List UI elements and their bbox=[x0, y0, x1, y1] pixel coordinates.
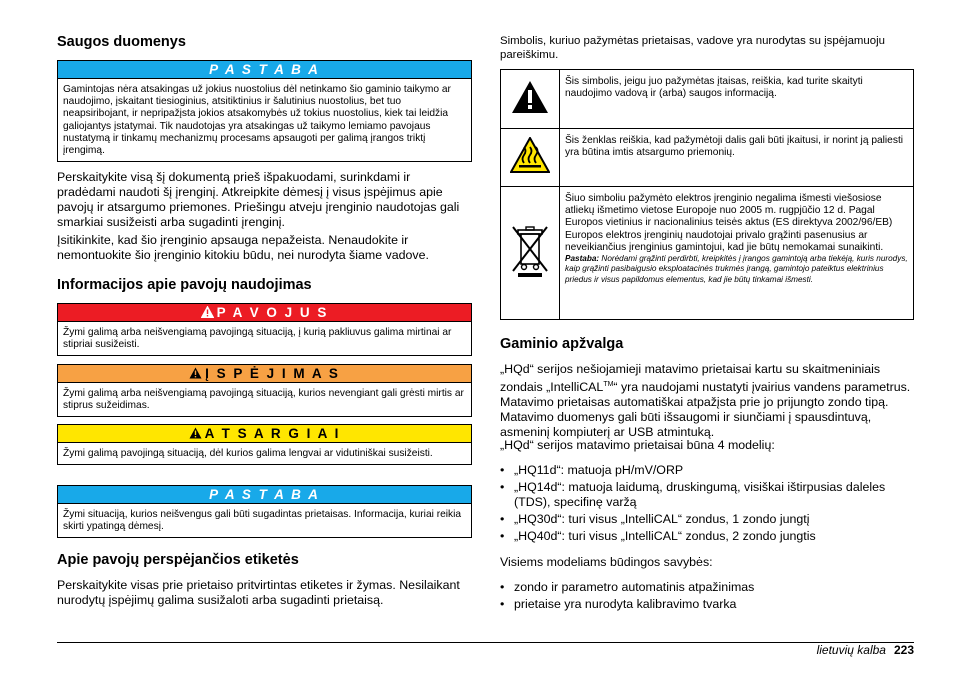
warning-label: Į S P Ė J I M A S bbox=[205, 366, 340, 381]
list-item: • „HQ30d“: turi visus „IntelliCAL“ zondus, 1 zondo jungtį bbox=[500, 512, 914, 527]
symbol-text: Šis simbolis, jeigu juo pažymėtas įtaisas, reiškia, kad turite skaityti naudojimo vadovą ir (arba) saugos informaciją. bbox=[560, 70, 914, 129]
features-list bbox=[500, 580, 754, 614]
safety-heading: Saugos duomenys bbox=[57, 34, 186, 50]
symbol-text: Šis ženklas reiškia, kad pažymėtoji dalis gali būti įkaitusi, ir norint ją paliesti yra būtina imtis atsargumo priemonių. bbox=[560, 129, 914, 187]
list-item: • zondo ir parametro automatinis atpažinimas bbox=[500, 580, 754, 595]
labels-heading: Apie pavojų perspėjančios etiketės bbox=[57, 552, 299, 568]
note-box-1 bbox=[57, 60, 472, 162]
overview-paragraph-1 bbox=[500, 362, 914, 440]
symbol-row bbox=[501, 70, 914, 129]
protection-paragraph: Įsitikinkite, kad šio įrenginio apsauga nepažeista. Nenaudokite ir nemontuokite šio įrenginio kitokiu būdu, nei nurodyta šiame vadove. bbox=[57, 233, 429, 262]
list-item: • „HQ40d“: turi visus „IntelliCAL“ zondus, 2 zondo jungtis bbox=[500, 529, 914, 544]
warning-triangle-icon bbox=[189, 427, 202, 439]
note-label-2: P A S T A B A bbox=[58, 486, 471, 504]
footer-divider bbox=[57, 642, 914, 643]
warning-triangle-icon bbox=[201, 306, 214, 318]
features-intro: Visiems modeliams būdingos savybės: bbox=[500, 555, 713, 569]
note-label-1: P A S T A B A bbox=[58, 61, 471, 79]
danger-box bbox=[57, 303, 472, 356]
caution-box bbox=[57, 424, 472, 465]
overview-heading: Gaminio apžvalga bbox=[500, 336, 624, 352]
trademark-mark: TM bbox=[603, 381, 614, 388]
symbol-note-label: Pastaba: bbox=[565, 254, 600, 264]
overview-paragraph-2: „HQd“ serijos matavimo prietaisai būna 4 modelių: bbox=[500, 438, 775, 452]
page-number: 223 bbox=[893, 643, 914, 657]
footer bbox=[817, 643, 914, 657]
warning-box bbox=[57, 364, 472, 417]
symbol-note-text: Norėdami grąžinti perdirbti, kreipkitės į įrangos gamintoją arba tiekėją, kuris nurodys, kaip grąžinti pasibaigusio eksploatacinės trukmės įrangą, gamintojo pateiktus elektrinius priedus ir visus papildomus elementus, kad jie būtų tinkamai išmesti. bbox=[565, 254, 908, 284]
symbol-icon-cell bbox=[501, 70, 560, 129]
note-text-2: Žymi situaciją, kurios neišvengus gali būti sugadintas prietaisas. Informacija, kuriai reikia skirti ypatingą dėmesį. bbox=[63, 509, 462, 533]
footer-language: lietuvių kalba bbox=[816, 643, 886, 657]
danger-label: P A V O J U S bbox=[216, 305, 329, 320]
note-text-1: Gamintojas nėra atsakingas už jokius nuostolius dėl netinkamo šio gaminio taikymo ar naudojimo, įskaitant tiesioginius, atsitiktinius ir šalutinius nuostolius, bet tuo neapsiribojant, ir nepripažįsta jokios atsakomybės už tokius nuostolius, kiek tai leidžia galiojantys įstatymai. Tik naudotojas yra atsakingas už taikymo lemiamo pavojaus nustatymą ir tinkamų mechanizmų procesams apsaugoti per galimą įrangos triktį įrengimą. bbox=[63, 84, 451, 157]
caution-label: A T S A R G I A I bbox=[204, 426, 341, 441]
symbol-icon-cell bbox=[501, 129, 560, 187]
overview-text-b: “ yra naudojami nustatyti įvairius vandens parametrus. Matavimo prietaisas automatiškai atpažįsta prie jo prijungto zondo tipą. Matavimo duomenys gali būti išsaugomi ir siunčiami į spausdintuvą, asmeninį kompiuterį ar USB atmintuką. bbox=[500, 380, 911, 440]
symbol-note bbox=[565, 254, 908, 285]
symbol-row bbox=[501, 187, 914, 320]
overview-text-a: „HQd“ serijos nešiojamieji matavimo prietaisai kartu su skaitmeniniais zondais „IntelliCAL bbox=[500, 362, 881, 395]
caution-text: Žymi galimą pavojingą situaciją, dėl kurios galima lengvai ar vidutiniškai susižeisti. bbox=[63, 448, 433, 459]
models-list bbox=[500, 463, 914, 546]
crossed-bin-icon bbox=[510, 224, 550, 278]
symbol-icon-cell bbox=[501, 187, 560, 320]
hazard-heading: Informacijos apie pavojų naudojimas bbox=[57, 277, 312, 293]
symbol-text-cell bbox=[560, 187, 914, 320]
caution-bar bbox=[58, 425, 471, 443]
note-box-2 bbox=[57, 485, 472, 538]
hot-surface-icon bbox=[510, 137, 550, 173]
danger-bar bbox=[58, 304, 471, 322]
symbols-intro: Simbolis, kuriuo pažymėtas prietaisas, vadove yra nurodytas su įspėjamuoju pareiškimu. bbox=[500, 35, 885, 61]
danger-text: Žymi galimą arba neišvengiamą pavojingą situaciją, į kurią pakliuvus galima mirtinai ar stipriai susižeisti. bbox=[63, 327, 452, 351]
warning-triangle-icon bbox=[189, 367, 202, 379]
labels-paragraph: Perskaitykite visas prie prietaiso pritvirtintas etiketes ir žymas. Nesilaikant nurodytų įspėjimų galima susižaloti arba sugadinti prietaisą. bbox=[57, 578, 460, 607]
list-item: • „HQ14d“: matuoja laidumą, druskingumą, visiškai ištirpusias daleles (TDS), specifinę varžą bbox=[500, 480, 914, 510]
warning-triangle-icon bbox=[511, 80, 549, 114]
list-item: • „HQ11d“: matuoja pH/mV/ORP bbox=[500, 463, 914, 478]
list-item: • prietaise yra nurodyta kalibravimo tvarka bbox=[500, 597, 754, 612]
warning-bar bbox=[58, 365, 471, 383]
intro-paragraph: Perskaitykite visą šį dokumentą prieš išpakuodami, surinkdami ir pradėdami naudoti šį įrenginį. Atkreipkite dėmesį į visus įspėjimus apie pavojų ir atsargumo priemones. Priešingu atveju įrenginio naudotojas gali smarkiai susižeisti arba sugadinti įrenginį. bbox=[57, 170, 460, 229]
warning-text: Žymi galimą arba neišvengiamą pavojingą situaciją, kurios nevengiant gali grėsti mirtis ar stiprus sužeidimas. bbox=[63, 388, 464, 412]
symbol-row bbox=[501, 129, 914, 187]
symbol-text: Šiuo simboliu pažymėto elektros įrenginio negalima išmesti viešosiose atliekų išmetimo vietose Europoje nuo 2005 m. rugpjūčio 12 d. Pagal Europos vietinius ir nacionalinius teisės aktus (ES direktyva 2002/96/EB) Europos elektros įrenginių naudotojai privalo grąžinti pasenusius ar neveikiančius įrenginius gamintojui, kad jie būtų nemokamai sunaikinti. bbox=[565, 193, 893, 253]
symbols-table bbox=[500, 69, 914, 320]
